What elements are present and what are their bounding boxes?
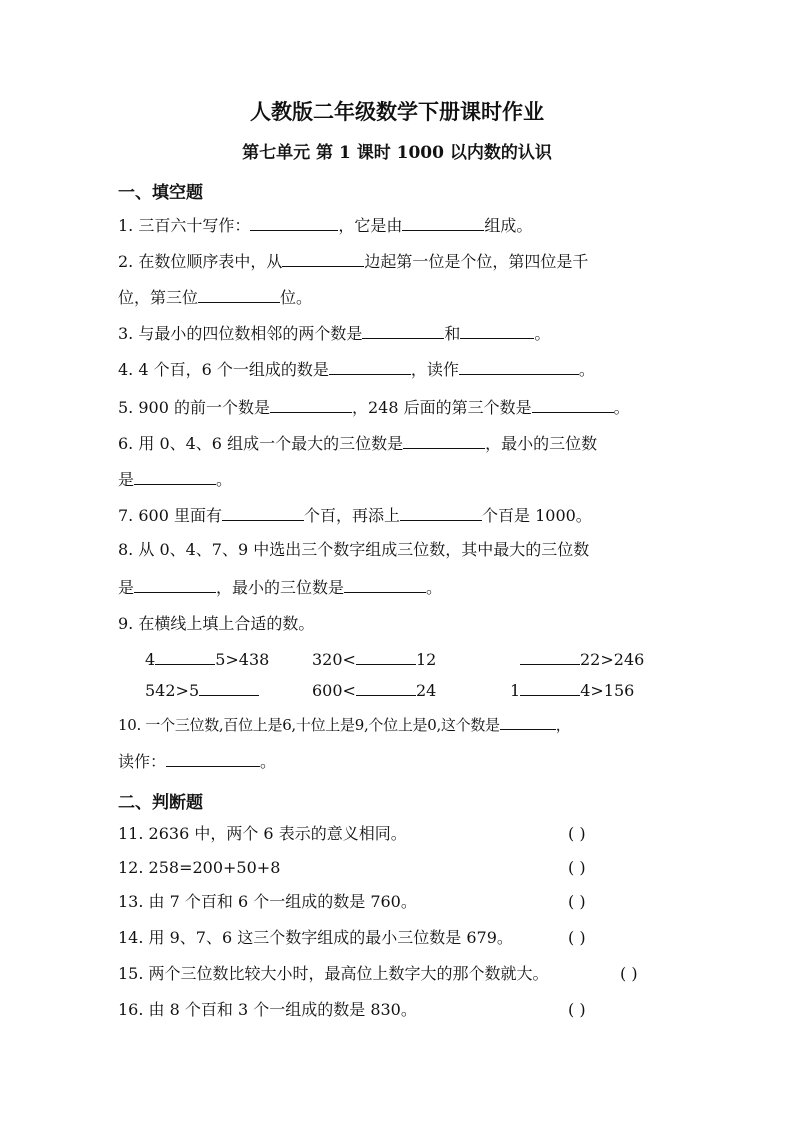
answer-blank[interactable] [134,576,216,593]
question-4: 4. 4 个百，6 个一组成的数是 ，读作 。 [118,360,595,379]
question-10: 10. 一个三位数,百位上是6,十位上是9,个位上是0,这个数是 ， [118,713,570,735]
judgement-question: 16. 由 8 个百和 3 个一组成的数是 830。 [118,1000,417,1019]
answer-parentheses[interactable]: ( ) [568,858,586,877]
answer-blank[interactable] [520,679,580,696]
answer-blank[interactable] [282,250,364,267]
section-fill-in-title: 一、填空题 [118,183,203,203]
answer-blank[interactable] [403,432,485,449]
answer-blank[interactable] [402,214,484,231]
q9-exercise-1: 4 5>438 [145,650,270,669]
question-8: 8. 从 0、4、7、9 中选出三个数字组成三位数，其中最大的三位数 [118,540,590,559]
answer-parentheses[interactable]: ( ) [568,824,586,843]
judgement-question: 12. 258=200+50+8 [118,858,281,877]
question-8-continued: 是 ，最小的三位数是 。 [118,578,443,597]
answer-blank[interactable] [460,322,534,339]
answer-blank[interactable] [222,504,304,521]
answer-parentheses[interactable]: ( ) [620,964,638,983]
answer-blank[interactable] [500,713,556,730]
judgement-question: 15. 两个三位数比较大小时，最高位上数字大的那个数就大。 [118,964,549,983]
judgement-question: 14. 用 9、7、6 这三个数字组成的最小三位数是 679。 [118,928,513,947]
judgement-question: 13. 由 7 个百和 6 个一组成的数是 760。 [118,892,417,911]
answer-blank[interactable] [520,648,580,665]
q9-exercise-6: 1 4>156 [510,681,635,700]
answer-blank[interactable] [362,322,444,339]
answer-blank[interactable] [356,648,416,665]
q9-exercise-5: 600< 24 [312,681,437,700]
question-6: 6. 用 0、4、6 组成一个最大的三位数是 ，最小的三位数 [118,434,598,453]
page-subtitle: 第七单元 第 1 课时 1000 以内数的认识 [242,143,552,163]
answer-blank[interactable] [356,679,416,696]
answer-blank[interactable] [344,576,426,593]
question-6-continued: 是 。 [118,470,233,489]
q9-exercise-4: 542>5 [145,679,259,701]
answer-blank[interactable] [532,396,614,413]
answer-blank[interactable] [270,396,352,413]
answer-parentheses[interactable]: ( ) [568,928,586,947]
answer-blank[interactable] [166,750,260,767]
answer-blank[interactable] [459,358,579,375]
answer-blank[interactable] [155,648,215,665]
question-9: 9. 在横线上填上合适的数。 [118,614,315,633]
answer-blank[interactable] [329,358,411,375]
section-true-false-title: 二、判断题 [118,793,203,813]
answer-parentheses[interactable]: ( ) [568,1000,586,1019]
question-2-continued: 位，第三位 位。 [118,288,313,307]
judgement-question: 11. 2636 中，两个 6 表示的意义相同。 [118,824,407,843]
answer-blank[interactable] [199,679,259,696]
question-1: 1. 三百六十写作： ，它是由 组成。 [118,216,533,235]
question-5: 5. 900 的前一个数是 ，248 后面的第三个数是 。 [118,398,630,417]
question-10-continued: 读作： 。 [118,752,277,771]
answer-blank[interactable] [198,286,280,303]
answer-blank[interactable] [134,468,216,485]
question-7: 7. 600 里面有 个百，再添上 个百是 1000。 [118,506,592,525]
page-title: 人教版二年级数学下册课时作业 [250,99,544,124]
answer-parentheses[interactable]: ( ) [568,892,586,911]
answer-blank[interactable] [250,214,338,231]
q9-exercise-3: 22>246 [520,648,644,670]
question-2: 2. 在数位顺序表中，从 边起第一位是个位，第四位是千 [118,252,589,271]
answer-blank[interactable] [400,504,482,521]
question-3: 3. 与最小的四位数相邻的两个数是 和 。 [118,324,551,343]
q9-exercise-2: 320< 12 [312,650,437,669]
